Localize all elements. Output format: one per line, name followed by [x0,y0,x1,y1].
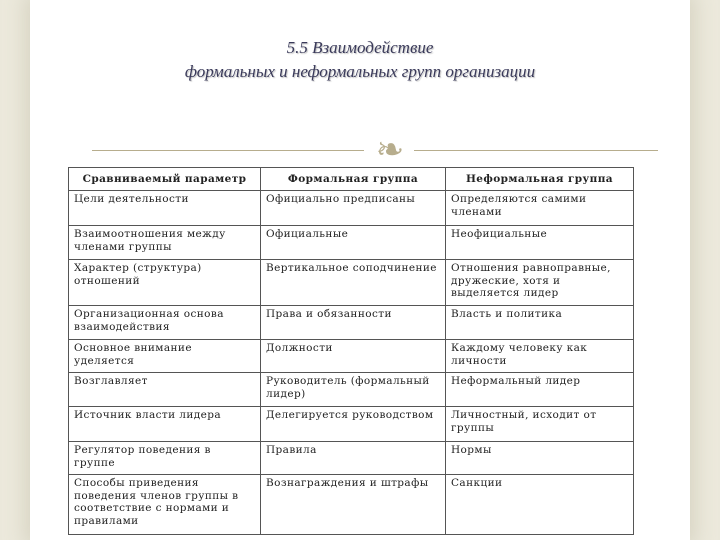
table-row [69,260,634,306]
divider-right [414,150,658,151]
table-row [69,475,634,535]
table-cell: Должности [261,340,446,373]
table-row [69,340,634,373]
table-row [69,226,634,260]
table-cell: Личностный, исходит от группы [446,407,634,442]
table-cell: Цели деятельности [69,191,261,226]
table-cell: Регулятор поведения в группе [69,442,261,475]
column-header: Неформальная группа [446,168,634,191]
table-cell: Официальные [261,226,446,260]
table-cell: Источник власти лидера [69,407,261,442]
divider-left [92,150,364,151]
table-cell: Санкции [446,475,634,535]
table-cell: Определяются самими членами [446,191,634,226]
column-header: Формальная группа [261,168,446,191]
table-cell: Взаимоотношения между членами группы [69,226,261,260]
table-cell: Руководитель (формальный лидер) [261,373,446,407]
table-cell: Неформальный лидер [446,373,634,407]
decorative-flourish-icon: ❧ [375,130,405,170]
table-row [69,373,634,407]
comparison-table [68,167,634,535]
table-cell: Отношения равноправные, дружеские, хотя и выделяется лидер [446,260,634,306]
table-cell: Характер (структура) отношений [69,260,261,306]
table-cell: Правила [261,442,446,475]
table-cell: Власть и политика [446,306,634,340]
table-header-row [69,168,634,191]
table-row [69,306,634,340]
slide-title-line-2: формальных и неформальных групп организации [184,62,536,81]
table-cell: Нормы [446,442,634,475]
table-row [69,442,634,475]
table-cell: Организационная основа взаимодействия [69,306,261,340]
table-cell: Возглавляет [69,373,261,407]
slide-title-line-1: 5.5 Взаимодействие [286,38,434,57]
table-cell: Каждому человеку как личности [446,340,634,373]
column-header: Сравниваемый параметр [69,168,261,191]
table-cell: Делегируется руководством [261,407,446,442]
table-cell: Способы приведения поведения членов группы в соответствие с нормами и правилами [69,475,261,535]
table-cell: Официально предписаны [261,191,446,226]
table-row [69,191,634,226]
table-cell: Вознаграждения и штрафы [261,475,446,535]
table-cell: Неофициальные [446,226,634,260]
table-row [69,407,634,442]
table-cell: Основное внимание уделяется [69,340,261,373]
table-cell: Права и обязанности [261,306,446,340]
table-cell: Вертикальное соподчинение [261,260,446,306]
